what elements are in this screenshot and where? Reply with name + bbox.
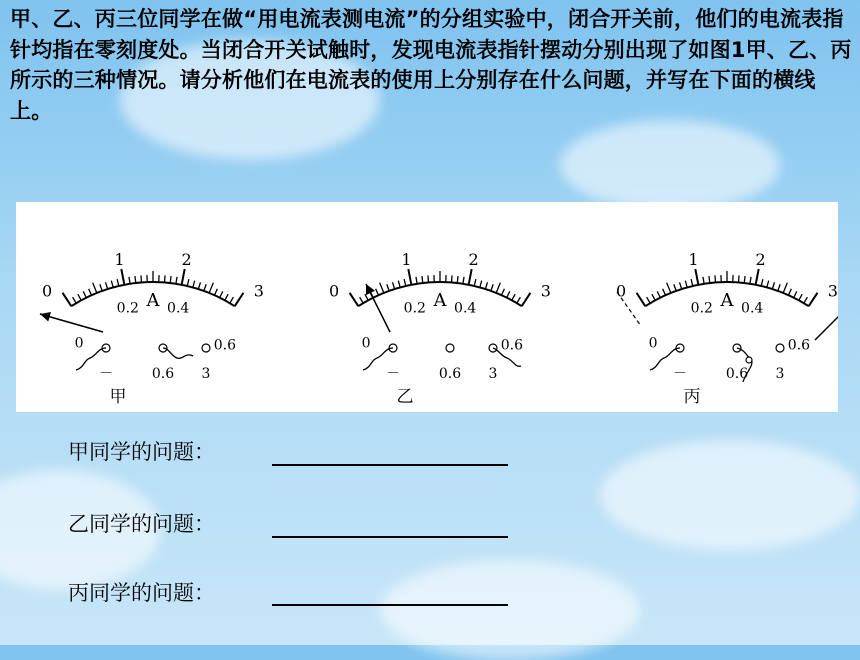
scale-tick bbox=[496, 283, 500, 293]
big-scale-label: 2 bbox=[468, 250, 478, 269]
scale-tick bbox=[469, 269, 472, 285]
small-scale-label: 0.4 bbox=[167, 300, 189, 316]
scale-tick bbox=[393, 282, 395, 289]
scale-tick bbox=[117, 279, 119, 286]
small-scale-label: 0.2 bbox=[117, 300, 139, 316]
small-scale-label: 0 bbox=[362, 335, 371, 351]
unit-label: A bbox=[146, 290, 161, 311]
scale-tick bbox=[637, 293, 646, 306]
unit-label: A bbox=[433, 290, 448, 311]
scale-tick bbox=[121, 269, 124, 285]
wire bbox=[163, 348, 193, 358]
scale-tick bbox=[220, 291, 223, 297]
scale-tick bbox=[457, 276, 458, 283]
scale-tick bbox=[695, 269, 698, 285]
ammeter-figure bbox=[16, 202, 838, 412]
big-scale-label: 2 bbox=[755, 250, 765, 269]
scale-tick bbox=[491, 284, 493, 291]
answer-blank-bing[interactable] bbox=[272, 604, 508, 606]
scale-tick bbox=[408, 269, 411, 285]
big-scale-label: 2 bbox=[181, 250, 191, 269]
small-scale-label: 0.4 bbox=[454, 300, 476, 316]
meter-name: 乙 bbox=[397, 387, 414, 407]
scale-tick bbox=[474, 279, 476, 286]
big-scale-label: 3 bbox=[254, 281, 264, 300]
scale-tick bbox=[501, 289, 504, 295]
big-scale-label: 3 bbox=[541, 281, 551, 300]
scale-tick bbox=[750, 277, 751, 284]
scale-tick bbox=[674, 284, 676, 291]
meter-name: 甲 bbox=[110, 387, 127, 407]
small-scale-label: 0.4 bbox=[741, 300, 763, 316]
scale-tick bbox=[657, 291, 660, 297]
big-scale-label: 1 bbox=[401, 250, 411, 269]
terminal-post bbox=[202, 344, 210, 352]
big-scale-label: 3 bbox=[828, 281, 838, 300]
scale-tick bbox=[667, 283, 671, 293]
small-scale-label: 0 bbox=[649, 335, 658, 351]
scale-tick bbox=[398, 281, 400, 288]
scale-tick bbox=[799, 294, 802, 300]
scale-tick bbox=[783, 283, 787, 293]
scale-tick bbox=[663, 289, 666, 295]
scale-tick bbox=[376, 289, 379, 295]
scale-tick bbox=[193, 281, 195, 288]
answer-blank-jia[interactable] bbox=[272, 464, 508, 466]
scale-tick bbox=[778, 284, 780, 291]
question-text: 甲、乙、丙三位同学在做“用电流表测电流”的分组实验中，闭合开关前，他们的电流表指针均指在零刻度处。当闭合开关试触时，发现电流表指针摆动分别出现了如图1甲、乙、丙所示的三种情况。请分析他们在电流表的使用上分别存在什么问题，并写在下面的横线上。 bbox=[10, 4, 855, 126]
scale-tick bbox=[100, 284, 102, 291]
scale-tick bbox=[647, 297, 651, 303]
unit-label: A bbox=[720, 290, 735, 311]
scale-tick bbox=[235, 293, 244, 306]
scale-tick bbox=[794, 291, 797, 297]
terminal-label: 3 bbox=[776, 366, 785, 382]
scale-tick bbox=[404, 279, 406, 286]
scale-tick bbox=[480, 281, 482, 288]
big-scale-label: 1 bbox=[688, 250, 698, 269]
ammeter-diagram bbox=[16, 202, 838, 412]
scale-tick bbox=[685, 281, 687, 288]
scale-tick bbox=[63, 293, 72, 306]
scale-tick bbox=[680, 282, 682, 289]
scale-tick bbox=[709, 276, 710, 283]
terminal-label: 3 bbox=[489, 366, 498, 382]
terminal-post bbox=[446, 344, 454, 352]
scale-tick bbox=[187, 279, 189, 286]
scale-tick bbox=[804, 297, 808, 303]
scale-tick bbox=[141, 275, 142, 282]
terminal-label: － bbox=[673, 366, 687, 382]
scale-tick bbox=[739, 275, 740, 282]
answer-blank-yi[interactable] bbox=[272, 536, 508, 538]
scale-tick bbox=[365, 294, 368, 300]
scale-tick bbox=[89, 289, 92, 295]
cloud-decoration bbox=[380, 560, 640, 660]
scale-tick bbox=[522, 293, 531, 306]
scale-tick bbox=[214, 289, 217, 295]
scale-tick bbox=[761, 279, 763, 286]
scale-tick bbox=[106, 282, 108, 289]
scale-tick bbox=[380, 283, 384, 293]
big-scale-label: 0 bbox=[42, 281, 52, 300]
scale-tick bbox=[170, 276, 171, 283]
small-scale-label: 0.2 bbox=[404, 300, 426, 316]
scale-tick bbox=[416, 277, 417, 284]
scale-tick bbox=[176, 277, 177, 284]
big-scale-label: 1 bbox=[114, 250, 124, 269]
meter-name: 丙 bbox=[684, 387, 701, 407]
scale-tick bbox=[507, 291, 510, 297]
terminal-label: 3 bbox=[202, 366, 211, 382]
answer-label-yi: 乙同学的问题： bbox=[68, 508, 215, 538]
pointer-arrowhead bbox=[40, 312, 51, 322]
scale-tick bbox=[182, 269, 185, 285]
terminal-post bbox=[776, 344, 784, 352]
scale-tick bbox=[512, 294, 515, 300]
scale-tick bbox=[517, 297, 521, 303]
small-scale-label: 0.6 bbox=[501, 337, 523, 353]
answer-label-bing: 丙同学的问题： bbox=[68, 577, 215, 607]
terminal-label: 0.6 bbox=[152, 366, 174, 382]
scale-tick bbox=[135, 276, 136, 283]
scale-tick bbox=[111, 281, 113, 288]
small-scale-label: 0.6 bbox=[214, 337, 236, 353]
scale-tick bbox=[129, 277, 130, 284]
scale-tick bbox=[715, 275, 716, 282]
answer-label-jia: 甲同学的问题： bbox=[68, 436, 215, 466]
scale-tick bbox=[73, 297, 77, 303]
terminal-label: 0.6 bbox=[439, 366, 461, 382]
scale-tick bbox=[652, 294, 655, 300]
scale-tick bbox=[463, 277, 464, 284]
scale-tick bbox=[422, 276, 423, 283]
scale-tick bbox=[165, 275, 166, 282]
scale-tick bbox=[691, 279, 693, 286]
scale-tick bbox=[744, 276, 745, 283]
scale-tick bbox=[428, 275, 429, 282]
scale-tick bbox=[387, 284, 389, 291]
small-scale-label: 0.6 bbox=[788, 337, 810, 353]
big-scale-label: 0 bbox=[329, 281, 339, 300]
small-scale-label: 0 bbox=[75, 335, 84, 351]
terminal-label: － bbox=[386, 366, 400, 382]
scale-tick bbox=[230, 297, 234, 303]
wire-tip bbox=[746, 357, 752, 363]
cloud-decoration bbox=[560, 120, 780, 210]
pointer-needle bbox=[815, 306, 838, 340]
scale-tick bbox=[93, 283, 97, 293]
scale-tick bbox=[78, 294, 81, 300]
scale-tick bbox=[83, 291, 86, 297]
scale-tick bbox=[360, 297, 364, 303]
scale-tick bbox=[485, 282, 487, 289]
scale-tick bbox=[225, 294, 228, 300]
scale-tick bbox=[772, 282, 774, 289]
terminal-label: 0.6 bbox=[726, 366, 748, 382]
scale-tick bbox=[198, 282, 200, 289]
big-scale-label: 0 bbox=[616, 281, 626, 300]
small-scale-label: 0.2 bbox=[691, 300, 713, 316]
scale-tick bbox=[703, 277, 704, 284]
scale-tick bbox=[204, 284, 206, 291]
scale-tick bbox=[452, 275, 453, 282]
cloud-decoration bbox=[600, 440, 860, 550]
scale-tick bbox=[350, 293, 359, 306]
scale-tick bbox=[756, 269, 759, 285]
scale-tick bbox=[788, 289, 791, 295]
scale-tick bbox=[809, 293, 818, 306]
scale-tick bbox=[209, 283, 213, 293]
terminal-label: － bbox=[99, 366, 113, 382]
scale-tick bbox=[767, 281, 769, 288]
